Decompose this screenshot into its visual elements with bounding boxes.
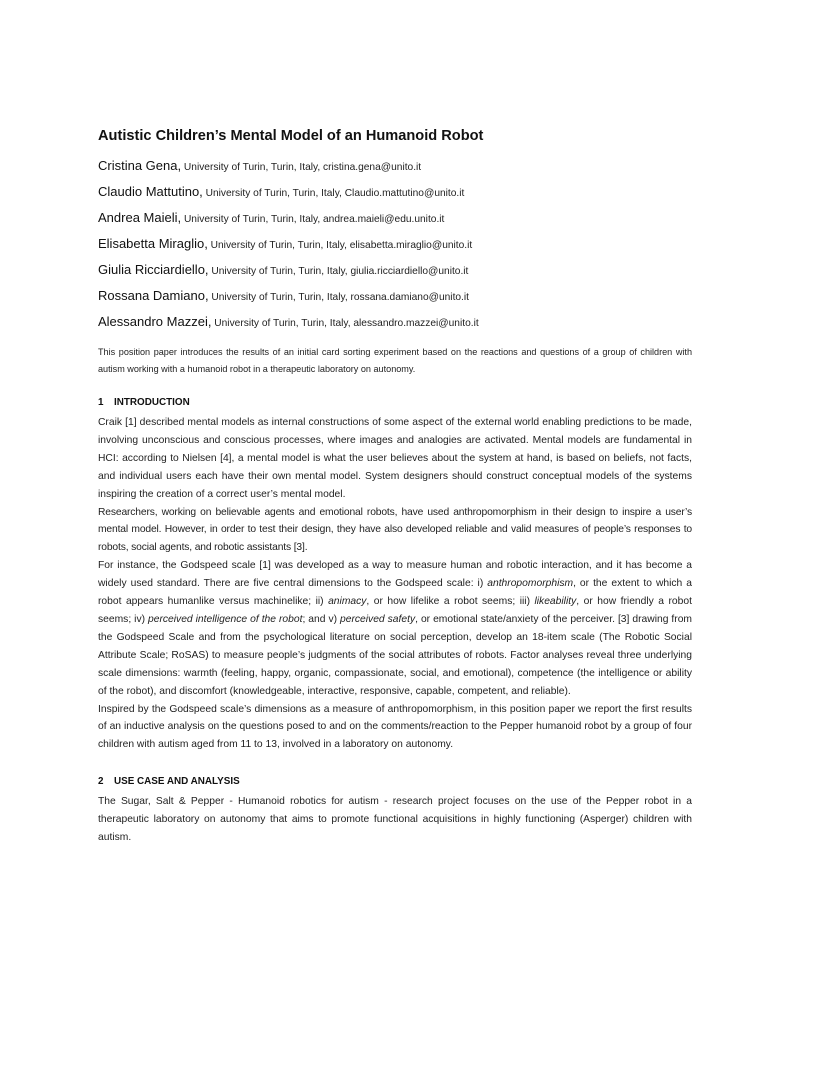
section-heading-introduction bbox=[98, 397, 692, 408]
text-run: , or how friendly a robot seems; iv) bbox=[98, 596, 692, 625]
author-name: Rossana Damiano, bbox=[98, 288, 209, 303]
section-heading-use-case bbox=[98, 776, 692, 787]
author-affiliation: University of Turin, Turin, Italy, Claudio.mattutino@unito.it bbox=[202, 188, 465, 199]
abstract: This position paper introduces the results of an initial card sorting experiment based on the reactions and questions of a group of children with autism working with a humanoid robot in a therapeutic laboratory on autonomy. bbox=[98, 347, 692, 374]
text-run: , or the extent to which a robot appears humanlike versus machinelike; ii) bbox=[98, 578, 692, 608]
author-line bbox=[98, 156, 692, 182]
author-affiliation: University of Turin, Turin, Italy, cristina.gena@unito.it bbox=[181, 162, 422, 173]
author-affiliation: University of Turin, Turin, Italy, rossana.damiano@unito.it bbox=[208, 292, 469, 303]
text-run: For instance, the Godspeed scale [1] was developed as a way to measure human and robotic interaction, and it has become a widely used standard. There are five central dimensions to the Godspeed scale: i) bbox=[98, 560, 692, 590]
author-line bbox=[98, 208, 692, 234]
author-line bbox=[98, 260, 692, 286]
emphasis-likeability: likeability bbox=[534, 596, 577, 608]
author-line bbox=[98, 312, 692, 338]
emphasis-perceived-safety: perceived safety bbox=[340, 613, 416, 625]
intro-paragraph-3 bbox=[98, 557, 692, 700]
author-affiliation: University of Turin, Turin, Italy, giulia.ricciardiello@unito.it bbox=[208, 266, 469, 277]
author-list bbox=[98, 156, 692, 338]
emphasis-anthropomorphism: anthropomorphism bbox=[487, 578, 574, 590]
section-title: INTRODUCTION bbox=[114, 397, 190, 408]
section-title: USE CASE AND ANALYSIS bbox=[114, 776, 240, 788]
intro-paragraph-1: Craik [1] described mental models as internal constructions of some aspect of the external world enabling predictions to be made, involving unconscious and conscious processes, where images and analogies are activated. Mental models are fundamental in HCI: according to Nielsen [4], a mental model is what the user believes about the system at hand, is based on beliefs, not facts, and individual users each have their own mental model. System designers should construct conceptual models of the systems inspiring the creation of a correct user’s mental model. bbox=[98, 417, 692, 500]
author-affiliation: University of Turin, Turin, Italy, alessandro.mazzei@unito.it bbox=[211, 318, 479, 329]
paper-title: Autistic Children’s Mental Model of an Humanoid Robot bbox=[98, 128, 484, 144]
author-line bbox=[98, 234, 692, 260]
author-line bbox=[98, 182, 692, 208]
use-case-paragraph-1: The Sugar, Salt & Pepper - Humanoid robotics for autism - research project focuses on the use of the Pepper robot in a therapeutic laboratory on autonomy that aims to promote functional acquisitions in highly functioning (Asperger) children with autism. bbox=[98, 796, 692, 844]
author-name: Andrea Maieli, bbox=[98, 210, 182, 225]
paper-page bbox=[98, 122, 692, 847]
author-affiliation: University of Turin, Turin, Italy, elisabetta.miraglio@unito.it bbox=[207, 240, 473, 251]
emphasis-animacy: animacy bbox=[328, 596, 367, 608]
text-run: , or how lifelike a robot seems; iii) bbox=[366, 596, 535, 608]
author-name: Cristina Gena, bbox=[98, 158, 182, 173]
section-number: 2 bbox=[98, 776, 104, 788]
author-line bbox=[98, 286, 692, 312]
section-number: 1 bbox=[98, 397, 104, 408]
emphasis-perceived-intelligence: perceived intelligence of the robot bbox=[148, 613, 303, 625]
author-name: Alessandro Mazzei, bbox=[98, 314, 212, 329]
author-affiliation: University of Turin, Turin, Italy, andrea.maieli@edu.unito.it bbox=[181, 214, 445, 225]
author-name: Claudio Mattutino, bbox=[98, 184, 203, 199]
text-run: ; and v) bbox=[302, 613, 341, 625]
intro-paragraph-2: Researchers, working on believable agents and emotional robots, have used anthropomorphism in their design to inspire a user’s mental model. However, in order to test their design, they have also developed reliable and valid measures of people’s responses to robots, social agents, and robotic assistants [3]. bbox=[98, 506, 692, 554]
intro-paragraph-4: Inspired by the Godspeed scale’s dimensions as a measure of anthropomorphism, in this position paper we report the first results of an inductive analysis on the questions posed to and on the comments/reaction to the Pepper humanoid robot by a group of four children with autism aged from 11 to 13, involved in a laboratory on autonomy. bbox=[98, 703, 692, 751]
author-name: Giulia Ricciardiello, bbox=[98, 262, 209, 277]
author-name: Elisabetta Miraglio, bbox=[98, 236, 208, 251]
text-run: , or emotional state/anxiety of the perceiver. [3] drawing from the Godspeed Scale and from the psychological literature on social perception, develop an 18-item scale (The Robotic Social Attribute Scale; RoSAS) to measure people’s judgments of the social attributes of robots. Factor analyses reveal three underlying scale dimensions: warmth (feeling, happy, organic, compassionate, social, and emotional), competence (the intelligence or ability of the robot), and discomfort (knowledgeable, interactive, responsive, capable, competent, and reliable). bbox=[98, 613, 693, 697]
